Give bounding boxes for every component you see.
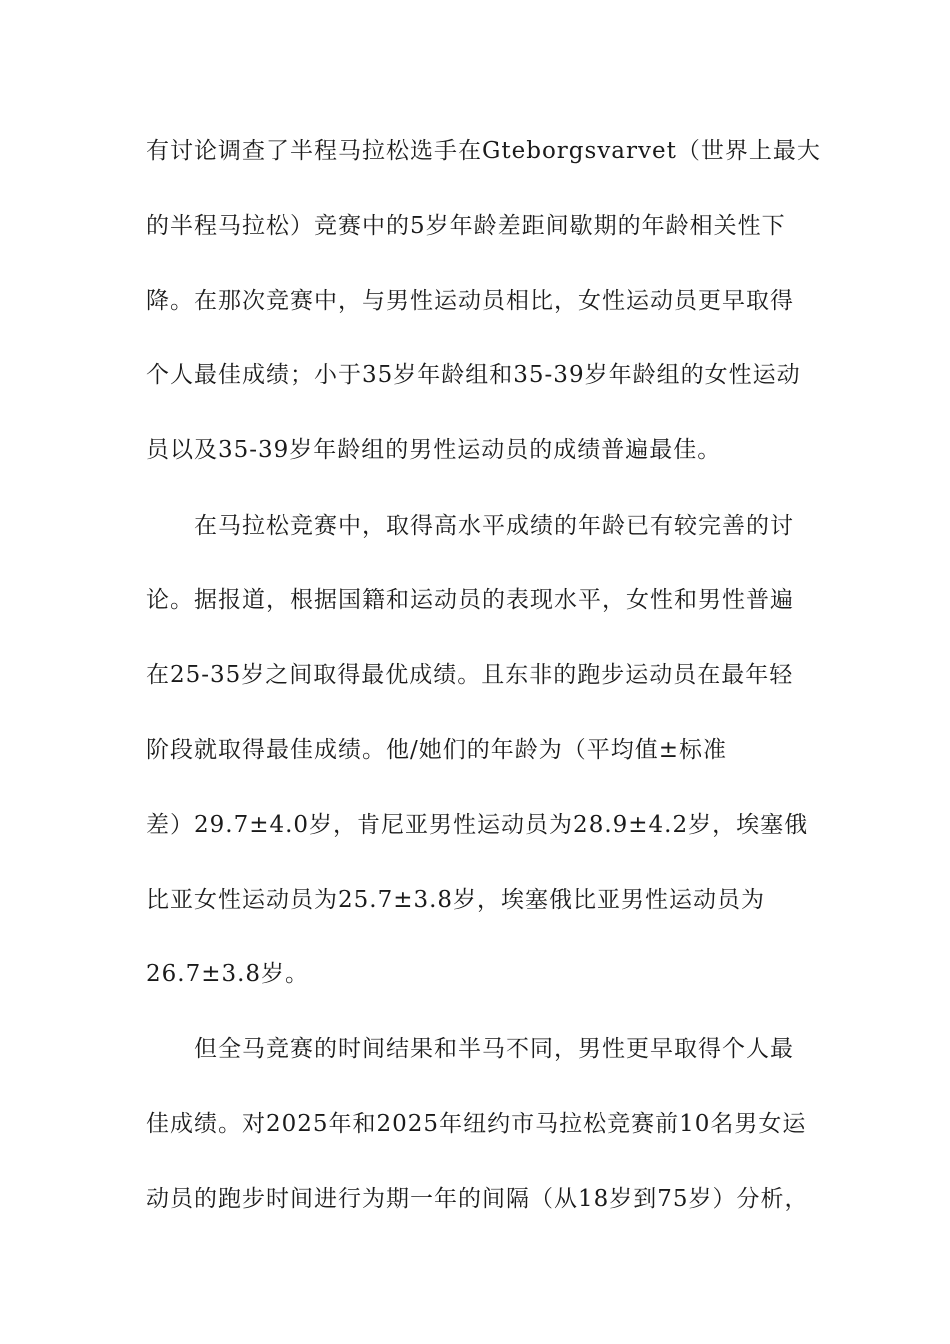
paragraph-1-line-2: 的半程马拉松）竞赛中的5岁年龄差距间歇期的年龄相关性下 [146,213,786,239]
paragraph-1-line-5: 员以及35-39岁年龄组的男性运动员的成绩普遍最佳。 [146,437,722,463]
paragraph-1-line-3: 降。在那次竞赛中，与男性运动员相比，女性运动员更早取得 [146,288,794,314]
paragraph-2-line-2: 论。据报道，根据国籍和运动员的表现水平，女性和男性普遍 [146,587,794,613]
paragraph-3-line-3: 动员的跑步时间进行为期一年的间隔（从18岁到75岁）分析， [146,1186,809,1212]
paragraph-2-line-3: 在25-35岁之间取得最优成绩。且东非的跑步运动员在最年轻 [146,662,794,688]
paragraph-3-line-2: 佳成绩。对2025年和2025年纽约市马拉松竞赛前10名男女运 [146,1111,807,1137]
paragraph-2-line-6: 比亚女性运动员为25.7±3.8岁，埃塞俄比亚男性运动员为 [146,887,766,913]
paragraph-2-line-4: 阶段就取得最佳成绩。他/她们的年龄为（平均值±标准 [146,737,728,763]
paragraph-2-line-1: 在马拉松竞赛中，取得高水平成绩的年龄已有较完善的讨 [194,513,794,539]
paragraph-1-line-1: 有讨论调查了半程马拉松选手在Gteborgsvarvet（世界上最大 [146,138,821,164]
paragraph-2-line-5: 差）29.7±4.0岁，肯尼亚男性运动员为28.9±4.2岁，埃塞俄 [146,812,809,838]
paragraph-2-line-7: 26.7±3.8岁。 [146,961,310,987]
paragraph-1-line-4: 个人最佳成绩；小于35岁年龄组和35-39岁年龄组的女性运动 [146,362,801,388]
paragraph-3-line-1: 但全马竞赛的时间结果和半马不同，男性更早取得个人最 [194,1036,794,1062]
